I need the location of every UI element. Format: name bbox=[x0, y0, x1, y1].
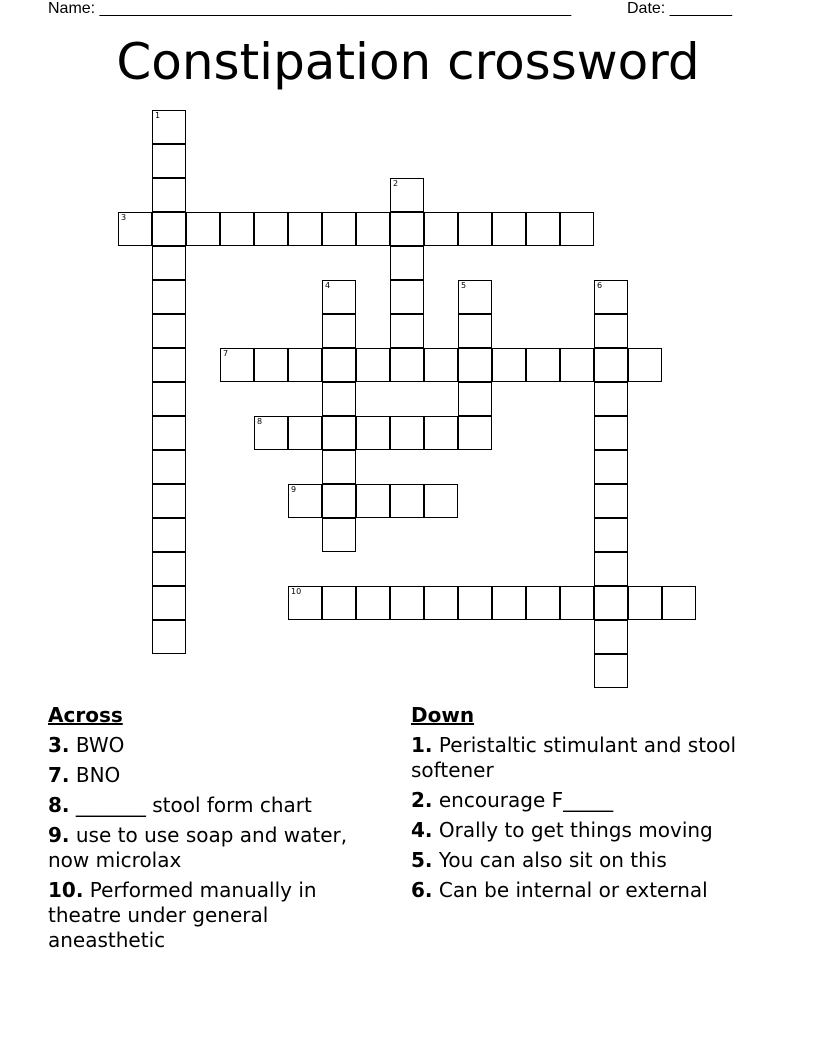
grid-cell[interactable] bbox=[424, 586, 458, 620]
clue-down-6: 6. Can be internal or external bbox=[411, 878, 708, 902]
grid-cell[interactable] bbox=[526, 586, 560, 620]
clue-down-5: 5. You can also sit on this bbox=[411, 848, 667, 872]
grid-cell[interactable] bbox=[560, 586, 594, 620]
grid-cell[interactable] bbox=[594, 620, 628, 654]
grid-cell[interactable] bbox=[152, 620, 186, 654]
name-field-label: Name: _____________________________________________________ bbox=[48, 0, 572, 17]
clue-number: 1 bbox=[155, 111, 161, 120]
grid-cell[interactable] bbox=[492, 212, 526, 246]
grid-cell[interactable] bbox=[594, 484, 628, 518]
grid-cell[interactable] bbox=[594, 314, 628, 348]
grid-cell[interactable] bbox=[322, 518, 356, 552]
grid-cell[interactable] bbox=[458, 586, 492, 620]
grid-cell[interactable] bbox=[390, 484, 424, 518]
grid-cell[interactable] bbox=[356, 212, 390, 246]
grid-cell[interactable] bbox=[220, 212, 254, 246]
grid-cell[interactable] bbox=[594, 280, 628, 314]
grid-cell[interactable] bbox=[458, 280, 492, 314]
grid-cell[interactable] bbox=[526, 348, 560, 382]
grid-cell[interactable] bbox=[322, 212, 356, 246]
grid-cell[interactable] bbox=[390, 348, 424, 382]
grid-cell[interactable] bbox=[594, 518, 628, 552]
grid-cell[interactable] bbox=[390, 246, 424, 280]
grid-cell[interactable] bbox=[322, 348, 356, 382]
grid-cell[interactable] bbox=[356, 348, 390, 382]
grid-cell[interactable] bbox=[322, 586, 356, 620]
clue-number: 9 bbox=[291, 485, 297, 494]
grid-cell[interactable] bbox=[594, 348, 628, 382]
clue-number: 5 bbox=[461, 281, 467, 290]
grid-cell[interactable] bbox=[152, 416, 186, 450]
grid-cell[interactable] bbox=[458, 416, 492, 450]
grid-cell[interactable] bbox=[152, 246, 186, 280]
clue-across-10: 10. Performed manually in theatre under general aneasthetic bbox=[48, 878, 317, 952]
clue-across-9: 9. use to use soap and water, now microlax bbox=[48, 823, 348, 872]
grid-cell[interactable] bbox=[594, 586, 628, 620]
grid-cell[interactable] bbox=[322, 280, 356, 314]
grid-cell[interactable] bbox=[152, 212, 186, 246]
grid-cell[interactable] bbox=[152, 450, 186, 484]
grid-cell[interactable] bbox=[458, 314, 492, 348]
grid-cell[interactable] bbox=[390, 586, 424, 620]
grid-cell[interactable] bbox=[152, 382, 186, 416]
clue-across-3: 3. BWO bbox=[48, 733, 125, 757]
clue-number: 4 bbox=[325, 281, 331, 290]
grid-cell[interactable] bbox=[288, 484, 322, 518]
grid-cell[interactable] bbox=[424, 212, 458, 246]
grid-cell[interactable] bbox=[594, 552, 628, 586]
grid-cell[interactable] bbox=[254, 348, 288, 382]
grid-cell[interactable] bbox=[152, 586, 186, 620]
grid-cell[interactable] bbox=[424, 484, 458, 518]
clue-number: 10 bbox=[291, 587, 302, 596]
grid-cell[interactable] bbox=[152, 110, 186, 144]
grid-cell[interactable] bbox=[628, 586, 662, 620]
date-field-label: Date: _______ bbox=[627, 0, 732, 17]
grid-cell[interactable] bbox=[288, 348, 322, 382]
grid-cell[interactable] bbox=[594, 382, 628, 416]
grid-cell[interactable] bbox=[322, 484, 356, 518]
grid-cell[interactable] bbox=[492, 586, 526, 620]
grid-cell[interactable] bbox=[254, 416, 288, 450]
grid-cell[interactable] bbox=[322, 416, 356, 450]
grid-cell[interactable] bbox=[424, 416, 458, 450]
grid-cell[interactable] bbox=[288, 416, 322, 450]
grid-cell[interactable] bbox=[220, 348, 254, 382]
grid-cell[interactable] bbox=[390, 416, 424, 450]
grid-cell[interactable] bbox=[662, 586, 696, 620]
clue-number: 8 bbox=[257, 417, 263, 426]
clue-down-4: 4. Orally to get things moving bbox=[411, 818, 713, 842]
grid-cell[interactable] bbox=[322, 450, 356, 484]
page-title: Constipation crossword bbox=[116, 33, 700, 91]
grid-cell[interactable] bbox=[390, 178, 424, 212]
grid-cell[interactable] bbox=[322, 314, 356, 348]
clue-down-1: 1. Peristaltic stimulant and stool softener bbox=[411, 733, 737, 782]
grid-cell[interactable] bbox=[560, 212, 594, 246]
grid-cell[interactable] bbox=[152, 280, 186, 314]
grid-cell[interactable] bbox=[628, 348, 662, 382]
grid-cell[interactable] bbox=[322, 382, 356, 416]
grid-cell[interactable] bbox=[118, 212, 152, 246]
clue-number: 2 bbox=[393, 179, 399, 188]
grid-cell[interactable] bbox=[594, 416, 628, 450]
clue-across-8: 8. _______ stool form chart bbox=[48, 793, 312, 817]
grid-cell[interactable] bbox=[356, 484, 390, 518]
across-clues bbox=[48, 703, 378, 958]
grid-cell[interactable] bbox=[356, 586, 390, 620]
grid-cell[interactable] bbox=[458, 212, 492, 246]
clue-number: 3 bbox=[121, 213, 127, 222]
grid-cell[interactable] bbox=[594, 450, 628, 484]
grid-cell[interactable] bbox=[152, 518, 186, 552]
grid-cell[interactable] bbox=[288, 212, 322, 246]
down-clues bbox=[411, 703, 756, 908]
grid-cell[interactable] bbox=[152, 314, 186, 348]
grid-cell[interactable] bbox=[594, 654, 628, 688]
clue-across-7: 7. BNO bbox=[48, 763, 121, 787]
grid-cell[interactable] bbox=[152, 348, 186, 382]
grid-cell[interactable] bbox=[390, 314, 424, 348]
grid-cell[interactable] bbox=[152, 178, 186, 212]
grid-cell[interactable] bbox=[152, 484, 186, 518]
across-heading: Across bbox=[48, 703, 123, 727]
grid-cell[interactable] bbox=[186, 212, 220, 246]
clue-number: 6 bbox=[597, 281, 603, 290]
down-heading: Down bbox=[411, 703, 475, 727]
grid-cell[interactable] bbox=[152, 552, 186, 586]
grid-cell[interactable] bbox=[424, 348, 458, 382]
grid-cell[interactable] bbox=[492, 348, 526, 382]
grid-cell[interactable] bbox=[526, 212, 560, 246]
grid-cell[interactable] bbox=[458, 348, 492, 382]
grid-cell[interactable] bbox=[356, 416, 390, 450]
grid-cell[interactable] bbox=[458, 382, 492, 416]
grid-cell[interactable] bbox=[254, 212, 288, 246]
grid-cell[interactable] bbox=[390, 280, 424, 314]
grid-cell[interactable] bbox=[288, 586, 322, 620]
clue-number: 7 bbox=[223, 349, 229, 358]
grid-cell[interactable] bbox=[390, 212, 424, 246]
grid-cell[interactable] bbox=[560, 348, 594, 382]
grid-cell[interactable] bbox=[152, 144, 186, 178]
clue-down-2: 2. encourage F_____ bbox=[411, 788, 614, 812]
